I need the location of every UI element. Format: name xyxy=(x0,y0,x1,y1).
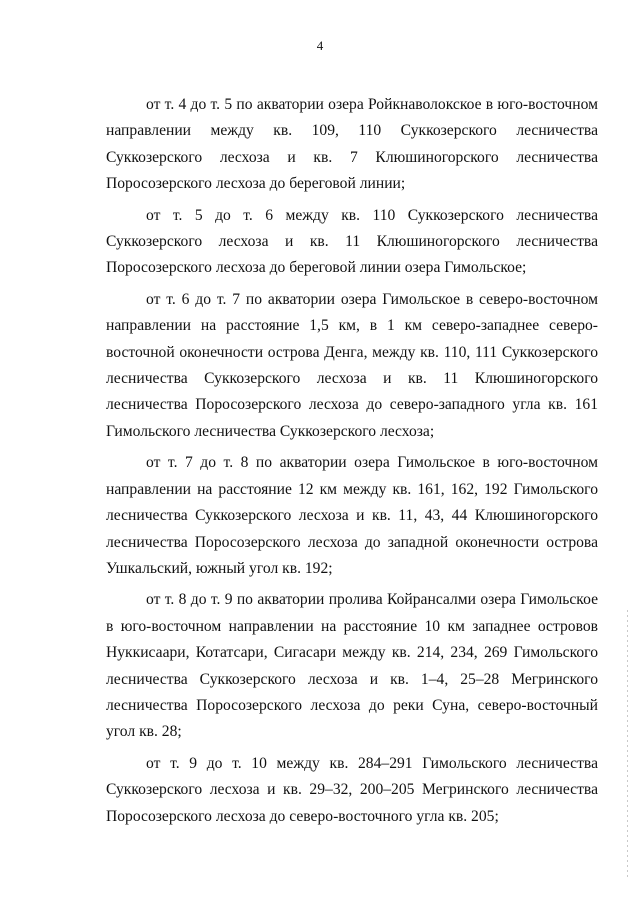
document-body xyxy=(106,92,598,835)
paragraph-segment-9-10: от т. 9 до т. 10 между кв. 284–291 Гимольского лесничества Суккозерского лесхоза и кв. 29–32, 200–205 Мегринского лесничества Поросозерского лесхоза до северо-восточного угла кв. 205; xyxy=(106,754,598,825)
paragraph-segment-7-8: от т. 7 до т. 8 по акватории озера Гимольское в юго-восточном направлении на расстояние 12 км между кв. 161, 162, 192 Гимольского лесничества Суккозерского лесхоза и кв. 11, 43, 44 Клюшиногорского лесничества Поросозерского лесхоза до западной оконечности острова Ушкальский, южный угол кв. 192; xyxy=(106,454,598,577)
paragraph-segment-4-5: от т. 4 до т. 5 по акватории озера Ройкнаволокское в юго-восточном направлении между кв. 109, 110 Суккозерского лесничества Суккозерского лесхоза и кв. 7 Клюшиногорского лесничества Поросозерского лесхоза до береговой линии; xyxy=(106,96,598,193)
page-number: 4 xyxy=(316,38,324,53)
scan-margin-mark xyxy=(627,610,628,880)
paragraph-segment-6-7: от т. 6 до т. 7 по акватории озера Гимольское в северо-восточном направлении на расстояние 1,5 км, в 1 км северо-западнее северо-восточной оконечности острова Денга, между кв. 110, 111 Суккозерского лесничества Суккозерского лесхоза и кв. 11 Клюшиногорского лесничества Поросозерского лесхоза до северо-западного угла кв. 161 Гимольского лесничества Суккозерского лесхоза; xyxy=(106,290,598,440)
paragraph-segment-8-9: от т. 8 до т. 9 по акватории пролива Койрансалми озера Гимольское в юго-восточном направлении на расстояние 10 км западнее островов Нуккисаари, Котатсари, Сигасари между кв. 214, 234, 269 Гимольского лесничества Суккозерского лесхоза и кв. 1–4, 25–28 Мегринского лесничества Поросозерского лесхоза до реки Суна, северо-восточный угол кв. 28; xyxy=(106,591,598,741)
paragraph-segment-5-6: от т. 5 до т. 6 между кв. 110 Суккозерского лесничества Суккозерского лесхоза и кв. 11 Клюшиногорского лесничества Поросозерского лесхоза до береговой линии озера Гимольское; xyxy=(106,206,598,277)
